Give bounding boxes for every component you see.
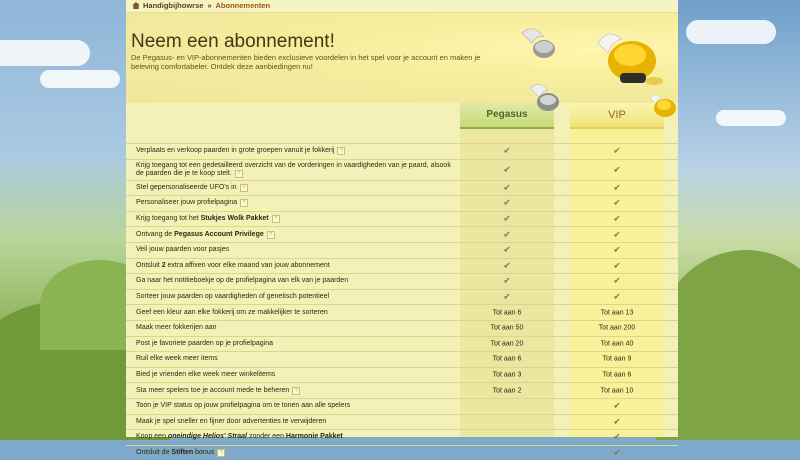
- benefit-label: [136, 418, 456, 426]
- breadcrumb-separator: »: [207, 1, 212, 10]
- pegasus-value checkmark-icon: ✔: [503, 197, 511, 208]
- benefit-label-text: bonus: [193, 448, 215, 456]
- pegasus-value checkmark-icon: ✔: [503, 213, 511, 224]
- pegasus-value: Tot aan 2: [492, 387, 522, 395]
- benefit-label-text: Pegasus Account Privilege: [174, 230, 264, 238]
- benefit-row: [126, 367, 678, 383]
- vip-value checkmark-icon: ✔: [613, 275, 621, 286]
- help-icon[interactable]: ?: [240, 184, 248, 192]
- pegasus-value checkmark-icon: ✔: [503, 145, 511, 156]
- pegasus-value checkmark-icon: ✔: [503, 244, 511, 255]
- subscriptions-panel: [126, 0, 678, 458]
- benefit-label-text: Maak je spel sneller en fijner door advertenties te verwijderen: [136, 417, 327, 425]
- help-icon[interactable]: ?: [240, 199, 248, 207]
- benefit-label-text: Harmonie Pakket: [285, 433, 343, 441]
- benefit-label-text: Krijg toegang tot het: [136, 215, 201, 223]
- benefit-label-text: Maak meer fokkerijen aan: [136, 324, 217, 332]
- vip-value: Tot aan 40: [600, 340, 634, 348]
- benefit-label: [136, 371, 456, 379]
- pegasus-value checkmark-icon: ✔: [503, 164, 511, 175]
- benefit-row: [126, 195, 678, 211]
- vip-value checkmark-icon: ✔: [613, 260, 621, 271]
- benefit-row: [126, 242, 678, 258]
- benefit-row: [126, 289, 678, 305]
- benefit-label-text: Koop een: [136, 433, 168, 441]
- benefit-label: [136, 293, 456, 301]
- vip-value checkmark-icon: ✔: [613, 145, 621, 156]
- vip-value checkmark-icon: ✔: [613, 213, 621, 224]
- breadcrumb: [126, 0, 678, 13]
- benefit-label: [136, 324, 456, 332]
- pegasus-helmet-icon: [526, 80, 566, 116]
- benefit-label-text: zonder een: [247, 433, 286, 441]
- vip-value: Tot aan 6: [602, 371, 632, 379]
- benefit-row: [126, 320, 678, 336]
- pegasus-value: Tot aan 3: [492, 371, 522, 379]
- vip-value checkmark-icon: ✔: [613, 431, 621, 442]
- benefit-label: [136, 355, 456, 363]
- benefit-label: [136, 262, 456, 270]
- benefit-row: [126, 159, 678, 180]
- benefit-label-text: 2: [161, 261, 166, 269]
- home-icon[interactable]: [132, 2, 140, 9]
- help-icon[interactable]: ?: [337, 147, 345, 155]
- vip-helmet-icon: [648, 92, 678, 120]
- pegasus-value checkmark-icon: ✔: [503, 182, 511, 193]
- benefit-label: [136, 215, 456, 223]
- vip-value checkmark-icon: ✔: [613, 447, 621, 458]
- help-icon[interactable]: ?: [235, 170, 243, 178]
- benefit-row: [126, 226, 678, 242]
- benefit-label: [136, 184, 456, 192]
- help-icon[interactable]: ?: [292, 387, 300, 395]
- pegasus-value checkmark-icon: ✔: [503, 275, 511, 286]
- vip-value checkmark-icon: ✔: [613, 291, 621, 302]
- benefit-label: [136, 246, 456, 254]
- benefit-label: [136, 147, 456, 155]
- help-icon[interactable]: ?: [267, 231, 275, 239]
- vip-value checkmark-icon: ✔: [613, 229, 621, 240]
- benefit-label-text: Personaliseer jouw profielpagina: [136, 199, 238, 207]
- benefit-label-text: Krijg toegang tot een gedetailleerd overzicht van de vorderingen in vaardigheden van je paard, alsook de paarden die je te koop stelt.: [136, 161, 451, 177]
- benefit-label-text: Sta meer spelers toe je account mede te beheren: [136, 386, 290, 394]
- benefit-label: [136, 309, 456, 317]
- background-scenery-left: [0, 0, 140, 437]
- benefit-label: [136, 277, 456, 285]
- benefit-row: [126, 180, 678, 196]
- benefit-label: [136, 199, 456, 207]
- page-title: Neem een abonnement!: [131, 31, 335, 52]
- vip-value: Tot aan 13: [600, 309, 634, 317]
- benefit-row: [126, 445, 678, 460]
- benefit-row: [126, 382, 678, 398]
- pegasus-value checkmark-icon: ✔: [503, 229, 511, 240]
- benefit-label: [136, 231, 456, 239]
- benefit-label-text: Stiften: [171, 448, 194, 456]
- benefit-label-text: Sorteer jouw paarden op vaardigheden of genetisch potentieel: [136, 293, 330, 301]
- vip-value: Tot aan 10: [600, 387, 634, 395]
- benefit-row: [126, 304, 678, 320]
- pegasus-value checkmark-icon: ✔: [503, 260, 511, 271]
- benefit-label-text: oneindige Helios' Straal: [167, 433, 247, 441]
- benefit-label: [136, 387, 456, 395]
- benefit-label-text: Toon je VIP status op jouw profielpagina om te tonen aan alle spelers: [136, 402, 351, 410]
- vip-value checkmark-icon: ✔: [613, 164, 621, 175]
- vip-value checkmark-icon: ✔: [613, 244, 621, 255]
- benefit-label: [136, 449, 456, 457]
- help-icon[interactable]: ?: [217, 449, 225, 457]
- benefit-label: [136, 402, 456, 410]
- pegasus-value: Tot aan 50: [490, 324, 524, 332]
- page-description: De Pegasus- en VIP-abonnementen bieden exclusieve voordelen in het spel voor je account en maken je beleving comfortabeler. Ontdek deze aanbiedingen nu!: [131, 53, 481, 71]
- vip-column-header: VIP: [570, 103, 664, 129]
- vip-value checkmark-icon: ✔: [613, 197, 621, 208]
- benefit-label-text: Geef een kleur aan elke fokkerij om ze makkelijker te sorteren: [136, 308, 328, 316]
- vip-value: Tot aan 200: [598, 324, 636, 332]
- benefit-row: [126, 351, 678, 367]
- benefit-label-text: Stel gepersonaliseerde UFO's in: [136, 183, 237, 191]
- benefit-label-text: Post je favoriete paarden op je profielpagina: [136, 339, 273, 347]
- pegasus-value: Tot aan 6: [492, 309, 522, 317]
- pegasus-value: Tot aan 20: [490, 340, 524, 348]
- benefit-label-text: Stukjes Wolk Pakket: [200, 215, 269, 223]
- help-icon[interactable]: ?: [272, 215, 280, 223]
- benefit-label: [136, 340, 456, 348]
- benefit-row: [126, 273, 678, 289]
- benefit-label-text: Ontsluit de: [136, 448, 172, 456]
- benefit-row: [126, 336, 678, 352]
- winged-helmet-icon: [514, 23, 564, 63]
- benefit-label-text: Bied je vrienden elke week meer winkelitems: [136, 371, 276, 379]
- vip-value checkmark-icon: ✔: [613, 416, 621, 427]
- benefit-row: [126, 143, 678, 159]
- benefit-label-text: Ontsluit: [136, 261, 162, 269]
- benefit-label-text: Ontvang de: [136, 230, 175, 238]
- benefits-table: [126, 143, 678, 460]
- pegasus-column-header: Pegasus: [460, 103, 554, 129]
- benefit-label-text: Ruil elke week meer items: [136, 355, 218, 363]
- pegasus-value checkmark-icon: ✔: [503, 291, 511, 302]
- benefit-row: [126, 414, 678, 430]
- benefit-label: [136, 433, 456, 441]
- vip-value checkmark-icon: ✔: [613, 400, 621, 411]
- benefit-label-text: Veil jouw paarden voor pasjes: [136, 246, 230, 254]
- breadcrumb-current-link[interactable]: Abonnementen: [215, 1, 271, 10]
- benefit-label: [136, 162, 456, 178]
- vip-value checkmark-icon: ✔: [613, 182, 621, 193]
- benefit-row: [126, 398, 678, 414]
- background-scenery-right: [676, 0, 800, 437]
- vip-value: Tot aan 9: [602, 355, 632, 363]
- benefit-row: [126, 211, 678, 227]
- hero-banner: [126, 13, 678, 103]
- benefit-label-text: extra affixen voor elke maand van jouw abonnement: [165, 261, 330, 269]
- benefit-row: [126, 258, 678, 274]
- pegasus-value: Tot aan 6: [492, 355, 522, 363]
- benefit-label-text: Ga naar het notitieboekje op de profielpagina van elk van je paarden: [136, 277, 349, 285]
- breadcrumb-parent-link[interactable]: Handigbijhowrse: [143, 1, 204, 10]
- benefit-label-text: Verplaats en verkoop paarden in grote groepen vanuit je fokkerij: [136, 147, 335, 155]
- golden-helmet-icon: [594, 23, 664, 93]
